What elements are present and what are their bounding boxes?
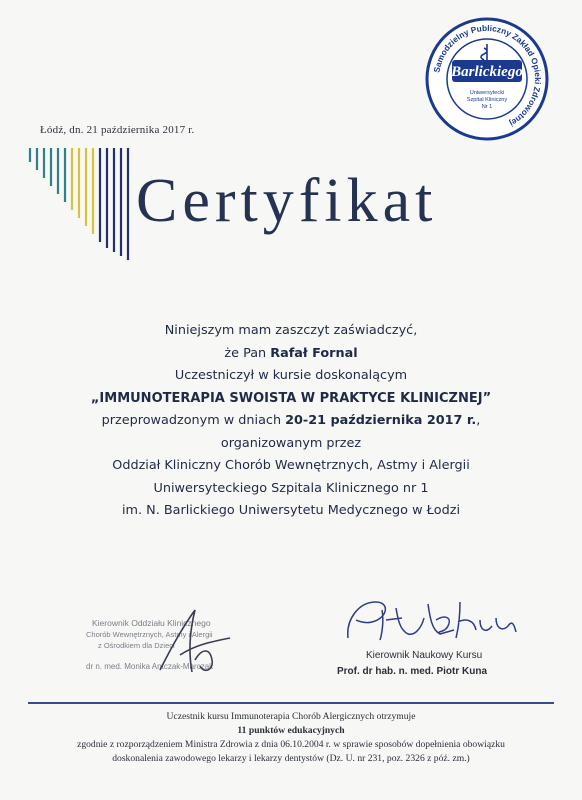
body-line-5-prefix: przeprowadzonym w dniach — [101, 413, 286, 428]
footer-line-3: zgodnie z rozporządzeniem Ministra Zdrowia z dnia 06.10.2004 r. w sprawie sposobów dopełnienia obowiązku — [77, 739, 505, 750]
signature-block-left — [80, 618, 250, 688]
signature-left-title-3: z Ośrodkiem dla Dzieci — [98, 641, 175, 650]
seal-ring-text: Samodzielny Publiczny Zakład Opieki Zdrowotnej — [431, 22, 544, 129]
certificate-body — [0, 320, 582, 523]
seal-sub1: Uniwersytecki — [469, 90, 505, 96]
footer-line-1: Uczestnik kursu Immunoterapia Chorób Alergicznych otrzymuje — [166, 711, 416, 722]
body-line-2-prefix: że Pan — [224, 345, 271, 361]
course-dates: 20-21 października 2017 r. — [285, 413, 477, 428]
course-title: „IMMUNOTERAPIA SWOISTA W PRAKTYCE KLINICZNEJ” — [90, 390, 492, 406]
signature-right-role: Kierownik Naukowy Kursu — [366, 650, 483, 661]
seal-sub2: Szpital Kliniczny — [466, 97, 508, 103]
seal-sub3: Nr 1 — [481, 104, 493, 110]
signature-left-title-1: Kierownik Oddziału Klinicznego — [92, 618, 211, 628]
footer-line-4: doskonalenia zawodowego lekarzy i lekarzy dentystów (Dz. U. nr 231, poz. 2326 z póź. zm.) — [112, 753, 470, 764]
certificate-title: Certyfikat — [136, 167, 438, 235]
signature-left-title-2: Chorób Wewnętrznych, Astmy i Alergii — [86, 630, 213, 639]
body-line-1: Niniejszym mam zaszczyt zaświadczyć, — [164, 323, 418, 338]
place-date: Łódź, dn. 21 października 2017 r. — [40, 124, 195, 136]
seal-name: Barlickiego — [451, 64, 523, 80]
body-line-9: im. N. Barlickiego Uniwersytetu Medycznego w Łodzi — [121, 503, 461, 518]
handwritten-signature-left — [140, 600, 250, 680]
hospital-seal-icon — [424, 16, 550, 142]
education-points: 11 punktów edukacyjnych — [237, 725, 345, 736]
body-line-6: organizowanym przez — [220, 435, 362, 451]
body-line-3: Uczestniczył w kursie doskonalącym — [174, 368, 408, 383]
body-line-5-suffix: , — [476, 413, 481, 428]
footer-divider — [28, 702, 554, 704]
body-line-2 — [0, 343, 582, 366]
recipient-name: Rafał Fornal — [270, 345, 358, 361]
body-line-8: Uniwersyteckiego Szpitala Klinicznego nr 1 — [153, 480, 429, 496]
body-line-5 — [0, 410, 582, 433]
signature-right-name: Prof. dr hab. n. med. Piotr Kuna — [337, 666, 488, 677]
certificate-footer — [0, 710, 582, 766]
body-line-7: Oddział Kliniczny Chorób Wewnętrznych, Astmy i Alergii — [112, 458, 470, 473]
handwritten-signature-right — [336, 590, 536, 648]
decorative-stripes — [26, 148, 136, 260]
signature-block-right — [322, 590, 542, 690]
signature-left-name: dr n. med. Monika Antczak-Marczak — [86, 662, 214, 671]
